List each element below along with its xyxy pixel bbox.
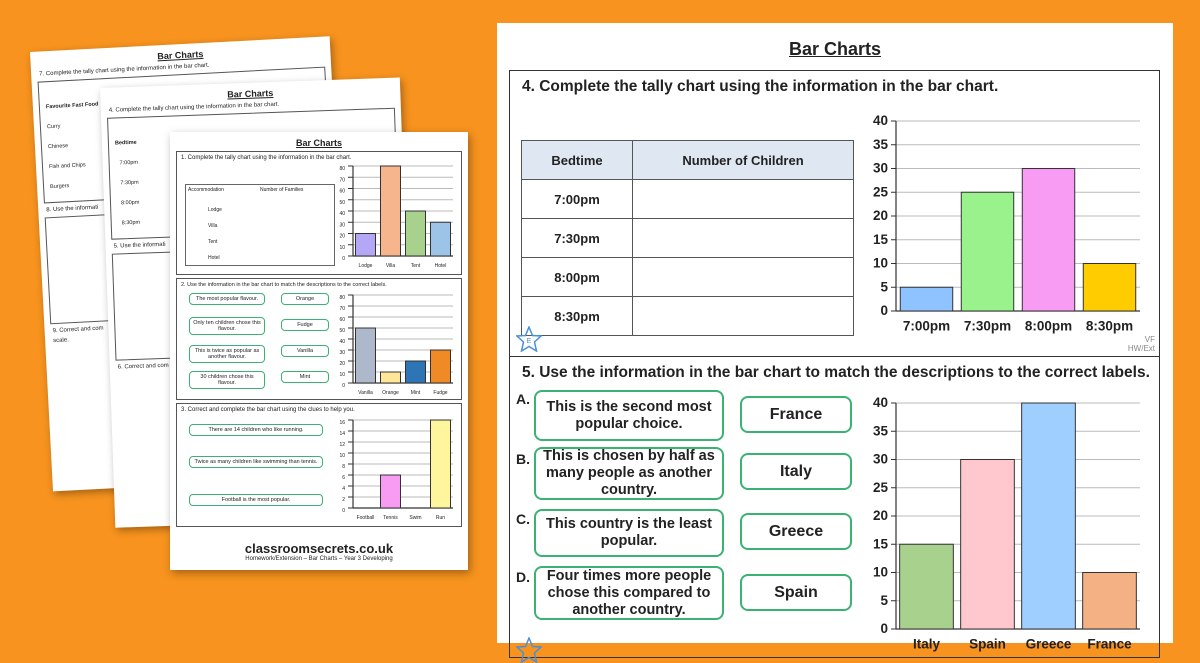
question-7-text: 7. Complete the tally chart using the information in the bar chart.: [39, 62, 210, 78]
mini-clue-pill: Twice as many children like swimming than tennis.: [189, 456, 323, 468]
x-tick-label: Football: [356, 515, 375, 521]
y-tick-label: 50: [339, 199, 345, 206]
question-9-text: 9. Correct and com: [52, 325, 104, 335]
bar-tennis: [381, 475, 401, 508]
y-tick-label: 50: [339, 328, 345, 334]
y-tick-label: 40: [872, 113, 888, 128]
mini-clue-pill: Football is the most popular.: [189, 494, 323, 506]
y-tick-label: 20: [872, 508, 888, 523]
bar-8-30pm: [1083, 264, 1135, 312]
tally-answer-cell[interactable]: [633, 258, 854, 297]
y-tick-label: 35: [872, 136, 888, 152]
mini-desc-pill: The most popular flavour.: [189, 293, 265, 305]
table-row-label: 7:30pm: [120, 179, 139, 187]
table-header: Bedtime: [114, 139, 137, 147]
bar-7-00pm: [900, 287, 952, 311]
tally-row-label: Villa: [208, 223, 218, 229]
y-tick-label: 40: [339, 211, 345, 217]
table-cell-bedtime: 8:30pm: [522, 297, 633, 336]
question-1-text: 1. Complete the tally chart using the information in the bar chart.: [181, 155, 352, 161]
x-tick-label: Spain: [969, 636, 1006, 652]
sheet-title: Bar Charts: [227, 87, 274, 100]
mini-desc-pill: This is twice as popular as another flavour.: [189, 345, 265, 363]
y-tick-label: 10: [339, 244, 345, 251]
y-tick-label: 2: [342, 497, 345, 503]
x-tick-label: Tennis: [383, 515, 398, 521]
bar-villa: [381, 166, 401, 256]
answer-pill-italy[interactable]: Italy: [740, 453, 852, 490]
y-tick-label: 35: [872, 423, 888, 439]
table-header: Favourite Fast Food: [45, 101, 99, 111]
question-9-subtext: scale.: [53, 337, 69, 345]
tally-header-count: Number of Children: [633, 141, 854, 180]
bar-chart-bedtime: [860, 113, 1150, 345]
question-5-text: 5. Use the information in the bar chart to match the descriptions to the correct labels.: [522, 364, 1150, 381]
question-2-box: [176, 278, 462, 400]
y-tick-label: 20: [339, 361, 345, 367]
description-pill[interactable]: This country is the least popular.: [534, 509, 724, 557]
bar-spain: [961, 460, 1015, 630]
y-tick-label: 30: [339, 350, 345, 356]
y-tick-label: 5: [880, 592, 888, 608]
question-1-box: [176, 151, 462, 275]
x-tick-label: Run: [435, 515, 446, 521]
y-tick-label: 5: [880, 279, 888, 295]
table-row-label: Chinese: [47, 143, 69, 151]
question-4-text: 4. Complete the tally chart using the information in the bar chart.: [108, 101, 280, 114]
question-2-text: 2. Use the information in the bar chart to match the descriptions to the correct labels.: [181, 282, 387, 288]
option-letter: C.: [516, 511, 530, 527]
tally-row-label: Tent: [208, 239, 218, 245]
table-row-label: Fish and Chips: [48, 162, 86, 171]
question-6-text: 6. Correct and com: [117, 362, 169, 371]
y-tick-label: 60: [339, 317, 345, 323]
y-tick-label: 10: [872, 564, 888, 580]
sheet-footer: [170, 541, 468, 562]
x-tick-label: 8:00pm: [1024, 318, 1073, 334]
table-row-label: 7:00pm: [119, 159, 139, 167]
y-tick-label: 10: [339, 453, 345, 459]
bar-fudge: [431, 350, 451, 383]
question-4-text: 4. Complete the tally chart using the information in the bar chart.: [522, 78, 999, 95]
page-title: Bar Charts: [788, 39, 882, 59]
y-tick-label: 80: [339, 295, 345, 301]
description-pill[interactable]: This is the second most popular choice.: [534, 390, 724, 441]
bar-run: [431, 420, 451, 508]
table-row: [522, 180, 854, 219]
footer-caption: Homework/Extension – Bar Charts – Year 3 Developing: [245, 556, 393, 562]
question-3-text: 3. Correct and complete the bar chart using the clues to help you.: [181, 407, 355, 413]
y-tick-label: 0: [880, 621, 888, 636]
y-tick-label: 40: [872, 395, 888, 410]
y-tick-label: 30: [339, 222, 345, 229]
mini-desc-pill: Only ten children chose this flavour.: [189, 317, 265, 335]
description-pill[interactable]: This is chosen by half as many people as another country.: [534, 447, 724, 500]
mini-clue-pill: There are 14 children who like running.: [189, 424, 323, 436]
x-tick-label: Italy: [912, 636, 941, 652]
y-tick-label: 4: [342, 486, 345, 492]
y-tick-label: 40: [339, 339, 345, 345]
x-tick-label: 8:30pm: [1085, 318, 1134, 334]
x-tick-label: Mint: [410, 390, 421, 396]
mini-desc-pill: 30 children chose this flavour.: [189, 371, 265, 389]
mini-answer-pill: Fudge: [281, 319, 329, 331]
y-tick-label: 10: [339, 372, 345, 378]
star-letter: E: [526, 338, 532, 345]
question-3-box: [176, 403, 462, 527]
x-tick-label: 7:00pm: [902, 318, 951, 334]
tally-table: [521, 140, 854, 336]
bar-italy: [900, 544, 954, 629]
question-5-text: 5. Use the informati: [113, 241, 166, 250]
y-tick-label: 70: [339, 306, 345, 312]
x-tick-label: 7:30pm: [963, 318, 1012, 334]
tally-answer-cell[interactable]: [633, 297, 854, 336]
worksheet-page-main: [497, 23, 1173, 652]
y-tick-label: 0: [880, 303, 888, 318]
table-row: [522, 219, 854, 258]
y-tick-label: 70: [339, 177, 345, 184]
question-4-panel: [509, 70, 1160, 357]
question-5-panel: [509, 356, 1160, 658]
question-8-text: 8. Use the informati: [46, 204, 99, 214]
x-tick-label: Swim: [409, 515, 422, 521]
sheet-title: Bar Charts: [157, 48, 204, 62]
tally-row-label: Lodge: [208, 207, 222, 213]
site-url: classroomsecrets.co.uk: [244, 541, 394, 556]
star-icon: [516, 326, 542, 352]
tally-answer-cell[interactable]: [633, 180, 854, 219]
x-tick-label: Lodge: [358, 263, 373, 269]
y-tick-label: 12: [339, 442, 345, 448]
y-tick-label: 30: [872, 160, 888, 176]
star-icon: [516, 637, 542, 663]
x-tick-label: Hotel: [434, 263, 447, 269]
table-row: [522, 258, 854, 297]
x-tick-label: Tent: [410, 263, 421, 269]
y-tick-label: 30: [872, 451, 888, 467]
option-letter: B.: [516, 451, 530, 467]
table-row-label: 8:00pm: [120, 199, 140, 207]
answer-pill-france[interactable]: France: [740, 396, 852, 433]
tally-row-label: Hotel: [208, 255, 220, 261]
y-tick-label: 16: [339, 420, 345, 426]
table-row-label: Curry: [46, 123, 61, 131]
bar-france: [1083, 573, 1137, 630]
answer-pill-spain[interactable]: Spain: [740, 574, 852, 611]
table-cell-bedtime: 7:30pm: [522, 219, 633, 258]
ref-code: [1128, 335, 1155, 353]
mini-chart-q2: [337, 291, 457, 397]
y-tick-label: 25: [872, 184, 888, 200]
tally-table: [185, 184, 335, 266]
bar-mint: [406, 361, 426, 383]
bar-7-30pm: [961, 192, 1013, 311]
bar-lodge: [356, 234, 376, 257]
table-row-label: Burgers: [49, 183, 70, 191]
x-tick-label: France: [1087, 636, 1132, 652]
y-tick-label: 60: [339, 188, 345, 195]
answer-pill-greece[interactable]: Greece: [740, 513, 852, 550]
y-tick-label: 0: [342, 383, 345, 389]
bar-tent: [406, 211, 426, 256]
tally-header: Number of Families: [260, 187, 304, 193]
x-tick-label: Vanilla: [358, 390, 373, 396]
bar-orange: [381, 372, 401, 383]
ref-code-line: HW/Ext: [1127, 344, 1155, 353]
tally-answer-cell[interactable]: [633, 219, 854, 258]
y-tick-label: 25: [872, 479, 888, 495]
tally-header: Accommodation: [188, 187, 224, 193]
bar-8-00pm: [1022, 169, 1074, 312]
mini-answer-pill: Vanilla: [281, 345, 329, 357]
tally-header-bedtime: Bedtime: [522, 141, 633, 180]
y-tick-label: 20: [339, 233, 345, 240]
ref-code-line: VF: [1144, 335, 1155, 344]
y-tick-label: 6: [342, 475, 345, 481]
option-letter: A.: [516, 391, 530, 407]
table-cell-bedtime: 8:00pm: [522, 258, 633, 297]
bar-chart-countries: [860, 395, 1150, 657]
x-tick-label: Greece: [1025, 636, 1072, 652]
y-tick-label: 80: [339, 166, 345, 172]
y-tick-label: 0: [342, 256, 345, 262]
mini-chart-q1: [337, 162, 457, 270]
y-tick-label: 15: [872, 231, 888, 247]
y-tick-label: 0: [342, 508, 345, 514]
mini-answer-pill: Orange: [281, 293, 329, 305]
bar-vanilla: [356, 328, 376, 383]
y-tick-label: 10: [872, 255, 888, 271]
bar-greece: [1022, 403, 1076, 629]
table-row: [522, 297, 854, 336]
table-row-label: 8:30pm: [121, 219, 141, 227]
y-tick-label: 14: [339, 431, 345, 437]
mini-chart-q3: [337, 416, 457, 522]
y-tick-label: 20: [872, 208, 888, 223]
x-tick-label: Fudge: [433, 390, 448, 396]
table-cell-bedtime: 7:00pm: [522, 180, 633, 219]
y-tick-label: 15: [872, 536, 888, 552]
description-pill[interactable]: Four times more people chose this compared to another country.: [534, 566, 724, 620]
x-tick-label: Villa: [385, 263, 396, 269]
x-tick-label: Orange: [382, 390, 399, 396]
worksheet-page-back-3: [170, 132, 468, 570]
sheet-title: Bar Charts: [295, 138, 342, 148]
option-letter: D.: [516, 569, 530, 585]
mini-answer-pill: Mint: [281, 371, 329, 383]
bar-hotel: [431, 222, 451, 256]
y-tick-label: 8: [342, 464, 345, 470]
